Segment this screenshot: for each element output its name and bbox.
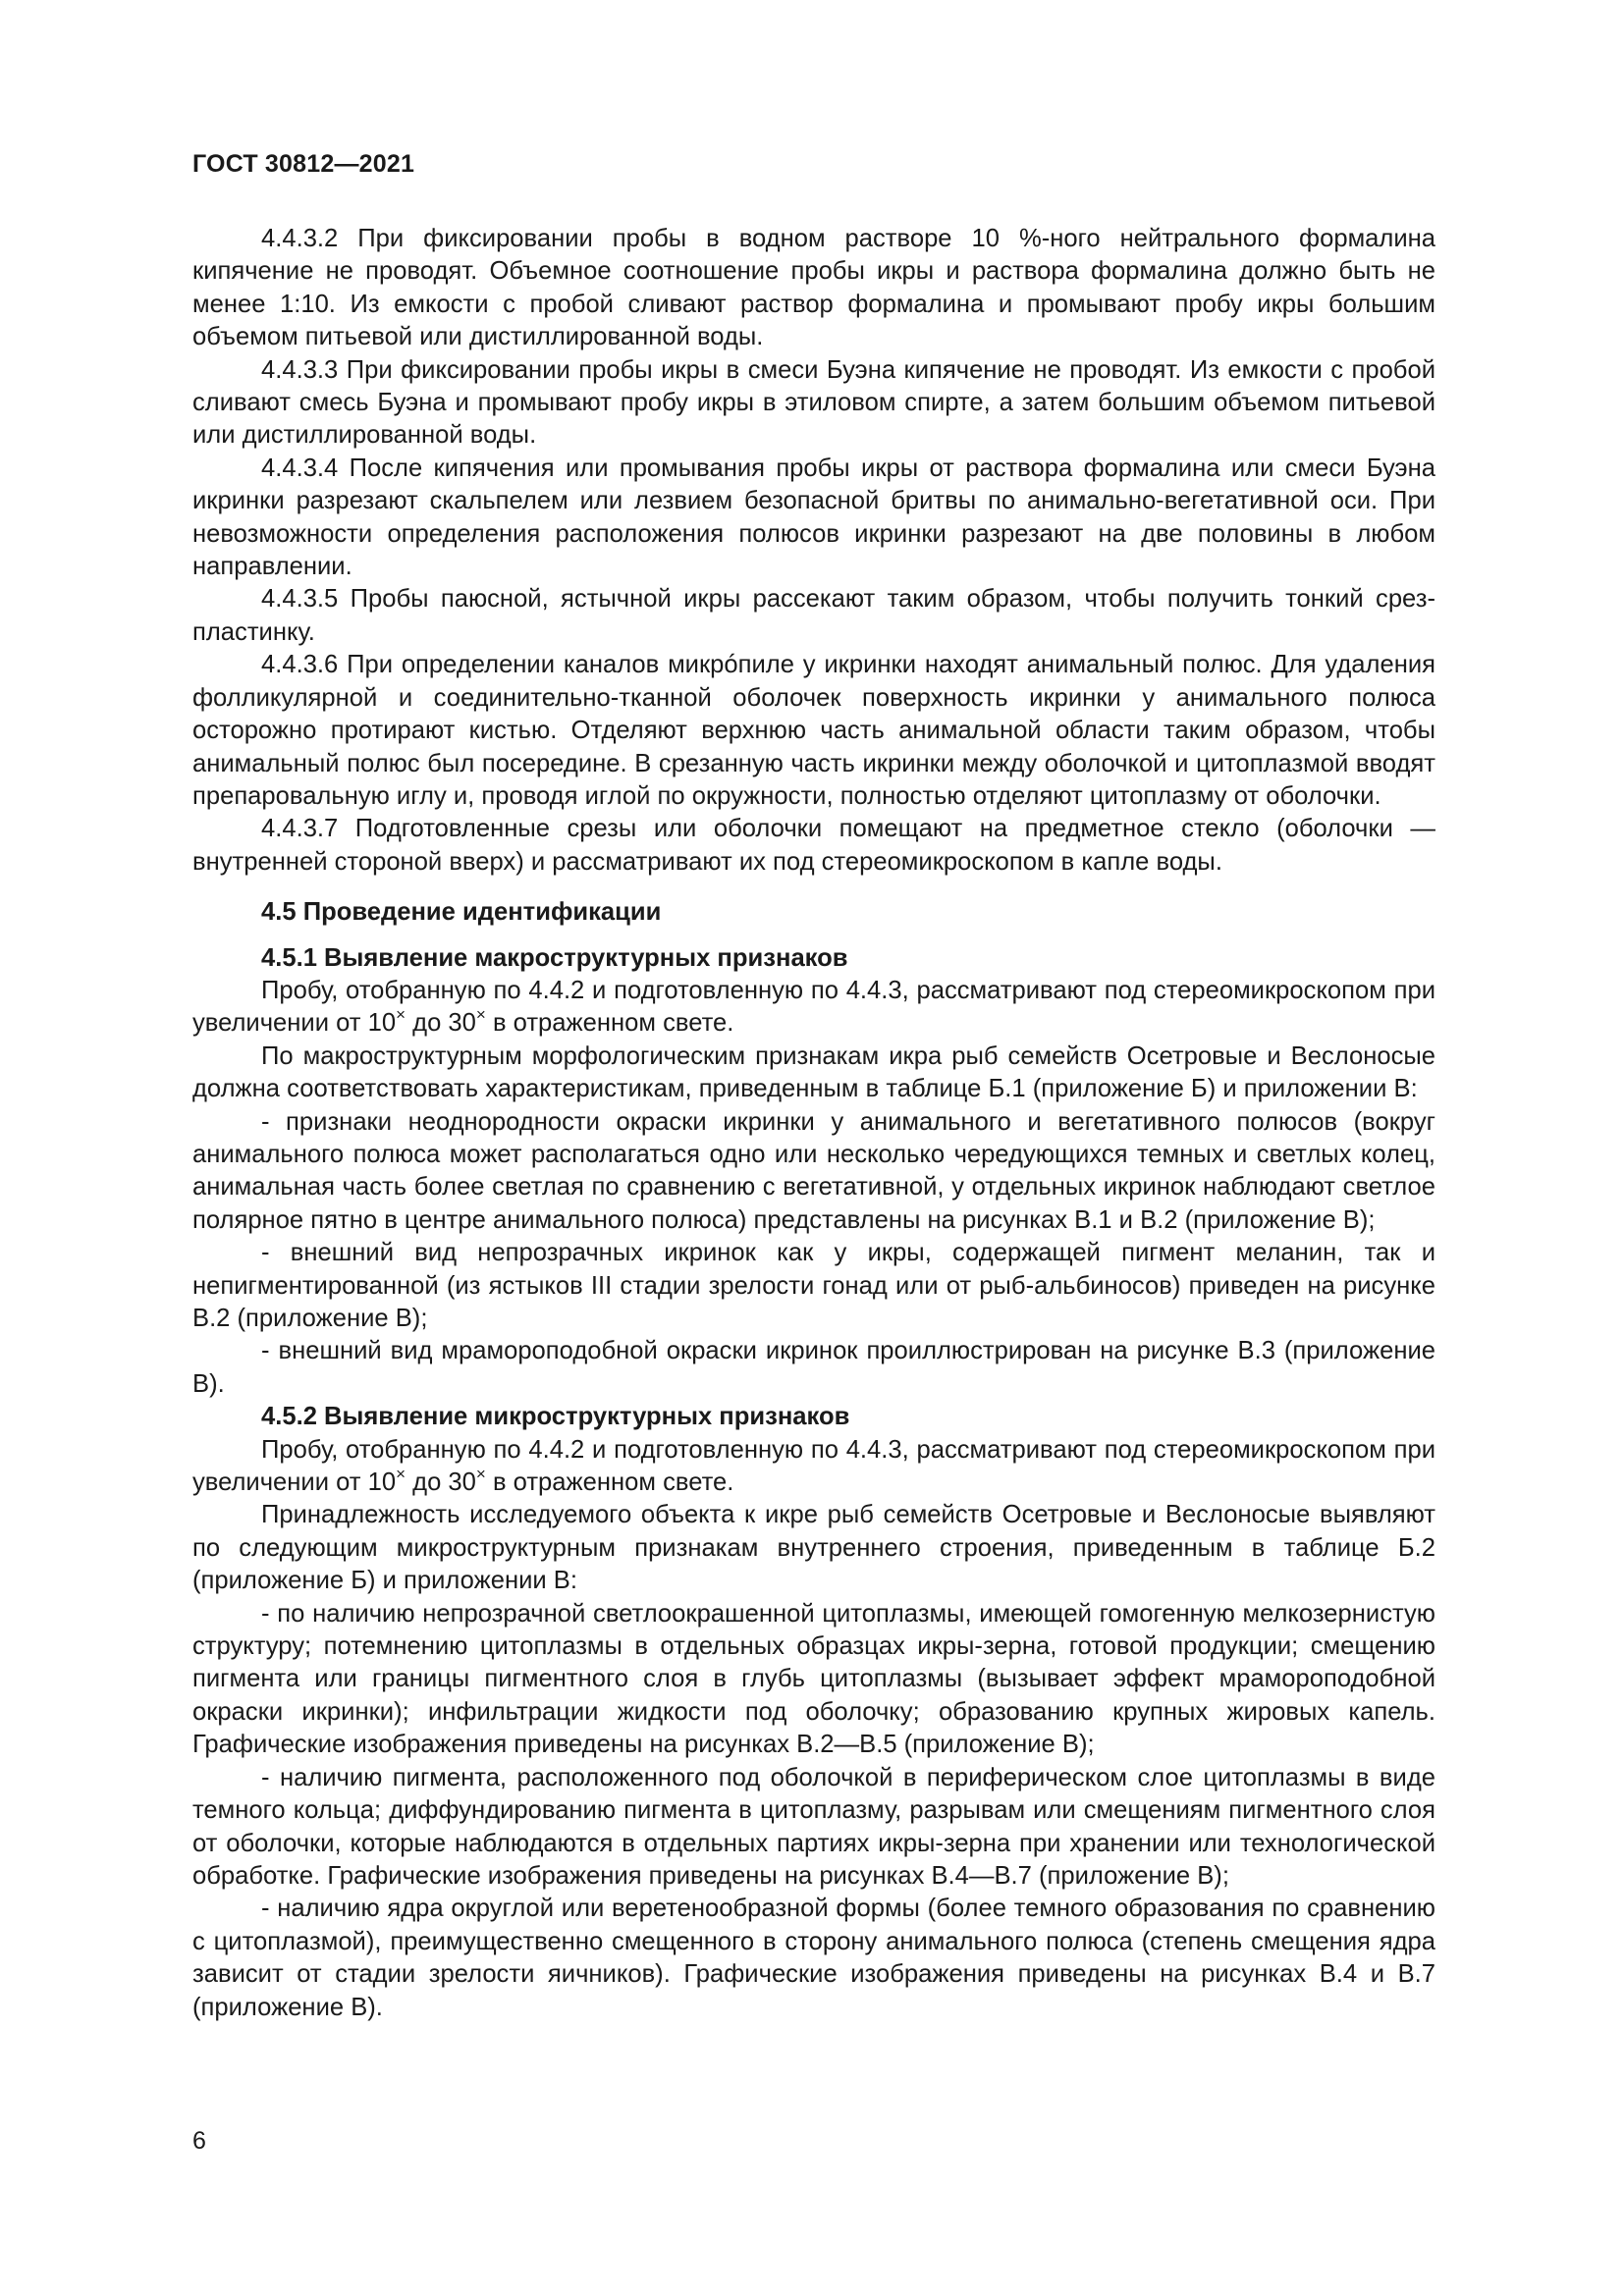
list-item: - наличию ядра округлой или веретенообразной формы (более темного образования по сравнению с цитоплазмой), преимущественно смещенного в сторону анимального полюса (степень смещения ядра зависит от стадии зрелости яичников). Графические изображения приведены на рисунках В.4 и В.7 (приложение В). bbox=[192, 1895, 1435, 2021]
multiplier-sign: × bbox=[475, 1004, 486, 1024]
paragraph-4-4-3-5: 4.4.3.5 Пробы паюсной, ястычной икры рассекают таким образом, чтобы получить тонкий срез-пластинку. bbox=[192, 585, 1435, 646]
paragraph-4-4-3-3: 4.4.3.3 При фиксировании пробы икры в смеси Буэна кипячение не проводят. Из емкости с пробой сливают смесь Буэна и промывают пробу икры в этиловом спирте, а затем большим объемом питьевой или дистиллированной воды. bbox=[192, 355, 1435, 450]
list-item: - наличию пигмента, расположенного под оболочкой в периферическом слое цитоплазмы в виде темного кольца; диффундированию пигмента в цитоплазму, разрывам или смещениям пигментного слоя от оболочки, которые наблюдаются в отдельных партиях икры-зерна при хранении или технологической обработке. Графические изображения приведены на рисунках В.4—В.7 (приложение В); bbox=[192, 1763, 1435, 1890]
multiplier-sign: × bbox=[396, 1004, 406, 1024]
paragraph-4-5-2-criteria: Принадлежность исследуемого объекта к икре рыб семейств Осетровые и Веслоносые выявляют по следующим микроструктурным признакам внутреннего строения, приведенным в таблице Б.2 (приложение Б) и приложении В: bbox=[192, 1501, 1435, 1595]
paragraph-4-4-3-2: 4.4.3.2 При фиксировании пробы в водном растворе 10 %-ного нейтрального формалина кипячение не проводят. Объемное соотношение пробы икры и раствора формалина должно быть не менее 1:10. Из емкости с пробой сливают раствор формалина и промывают пробу икры большим объемом питьевой или дистиллированной воды. bbox=[192, 225, 1435, 351]
list-item: - по наличию непрозрачной светлоокрашенной цитоплазмы, имеющей гомогенную мелкозернистую структуру; потемнению цитоплазмы в отдельных образцах икры-зерна, готовой продукции; смещению пигмента или границы пигментного слоя в глубь цитоплазмы (вызывает эффект мрамороподобной окраски икринки); инфильтрации жидкости под оболочку; образованию крупных жировых капель. Графические изображения приведены на рисунках В.2—В.5 (приложение В); bbox=[192, 1599, 1435, 1759]
text-span: до 30 bbox=[406, 1468, 476, 1497]
paragraph-4-5-1-criteria: По макроструктурным морфологическим признакам икра рыб семейств Осетровые и Веслоносые должна соответствовать характеристикам, приведенным в таблице Б.1 (приложение Б) и приложении В: bbox=[192, 1041, 1435, 1103]
text-span: Пробу, отобранную по 4.4.2 и подготовленную по 4.4.3, рассматривают под стереомикроскопом при увеличении от 10 bbox=[192, 1435, 1435, 1497]
text-span: в отраженном свете. bbox=[485, 1468, 734, 1497]
page-number: 6 bbox=[192, 2127, 206, 2155]
text-span: до 30 bbox=[406, 1009, 476, 1038]
multiplier-sign: × bbox=[475, 1464, 486, 1483]
list-item: - внешний вид непрозрачных икринок как у икры, содержащей пигмент меланин, так и непигментированной (из ястыков III стадии зрелости гонад или от рыб-альбиносов) приведен на рисунке В.2 (приложение В); bbox=[192, 1239, 1435, 1332]
paragraph-4-5-1-magnification bbox=[192, 975, 1435, 1041]
section-heading-4-5: 4.5 Проведение идентификации bbox=[261, 898, 662, 927]
paragraph-4-5-2-magnification bbox=[192, 1434, 1435, 1500]
list-item: - признаки неоднородности окраски икринки у анимального и вегетативного полюсов (вокруг анимального полюса может располагаться одно или несколько чередующихся темных и светлых колец, анимальная часть более светлая по сравнению с вегетативной, у отдельных икринок наблюдают светлое полярное пятно в центре анимального полюса) представлены на рисунках В.1 и В.2 (приложение В); bbox=[192, 1107, 1435, 1234]
paragraph-4-4-3-7: 4.4.3.7 Подготовленные срезы или оболочки помещают на предметное стекло (оболочки — внутренней стороной вверх) и рассматривают их под стереомикроскопом в капле воды. bbox=[192, 815, 1435, 876]
multiplier-sign: × bbox=[396, 1464, 406, 1483]
subsection-heading-4-5-1: 4.5.1 Выявление макроструктурных признаков bbox=[261, 943, 848, 972]
paragraph-4-4-3-4: 4.4.3.4 После кипячения или промывания пробы икры от раствора формалина или смеси Буэна икринки разрезают скальпелем или лезвием безопасной бритвы по анимально-вегетативной оси. При невозможности определения расположения полюсов икринки разрезают на две половины в любом направлении. bbox=[192, 454, 1435, 581]
subsection-heading-4-5-2: 4.5.2 Выявление микроструктурных признаков bbox=[261, 1403, 850, 1431]
paragraph-4-4-3-6: 4.4.3.6 При определении каналов микрóпиле у икринки находят анимальный полюс. Для удаления фолликулярной и соединительно-тканной оболочек поверхность икринки у анимального полюса осторожно протирают кистью. Отделяют верхнюю часть анимальной области таким образом, чтобы анимальный полюс был посередине. В срезанную часть икринки между оболочкой и цитоплазмой вводят препаровальную иглу и, проводя иглой по окружности, полностью отделяют цитоплазму от оболочки. bbox=[192, 651, 1435, 810]
text-span: в отраженном свете. bbox=[485, 1009, 734, 1038]
list-item: - внешний вид мрамороподобной окраски икринок проиллюстрирован на рисунке В.3 (приложение В). bbox=[192, 1337, 1435, 1398]
document-header: ГОСТ 30812—2021 bbox=[192, 150, 415, 178]
document-body bbox=[192, 223, 1435, 2024]
text-span: Пробу, отобранную по 4.4.2 и подготовленную по 4.4.3, рассматривают под стереомикроскопом при увеличении от 10 bbox=[192, 976, 1435, 1038]
